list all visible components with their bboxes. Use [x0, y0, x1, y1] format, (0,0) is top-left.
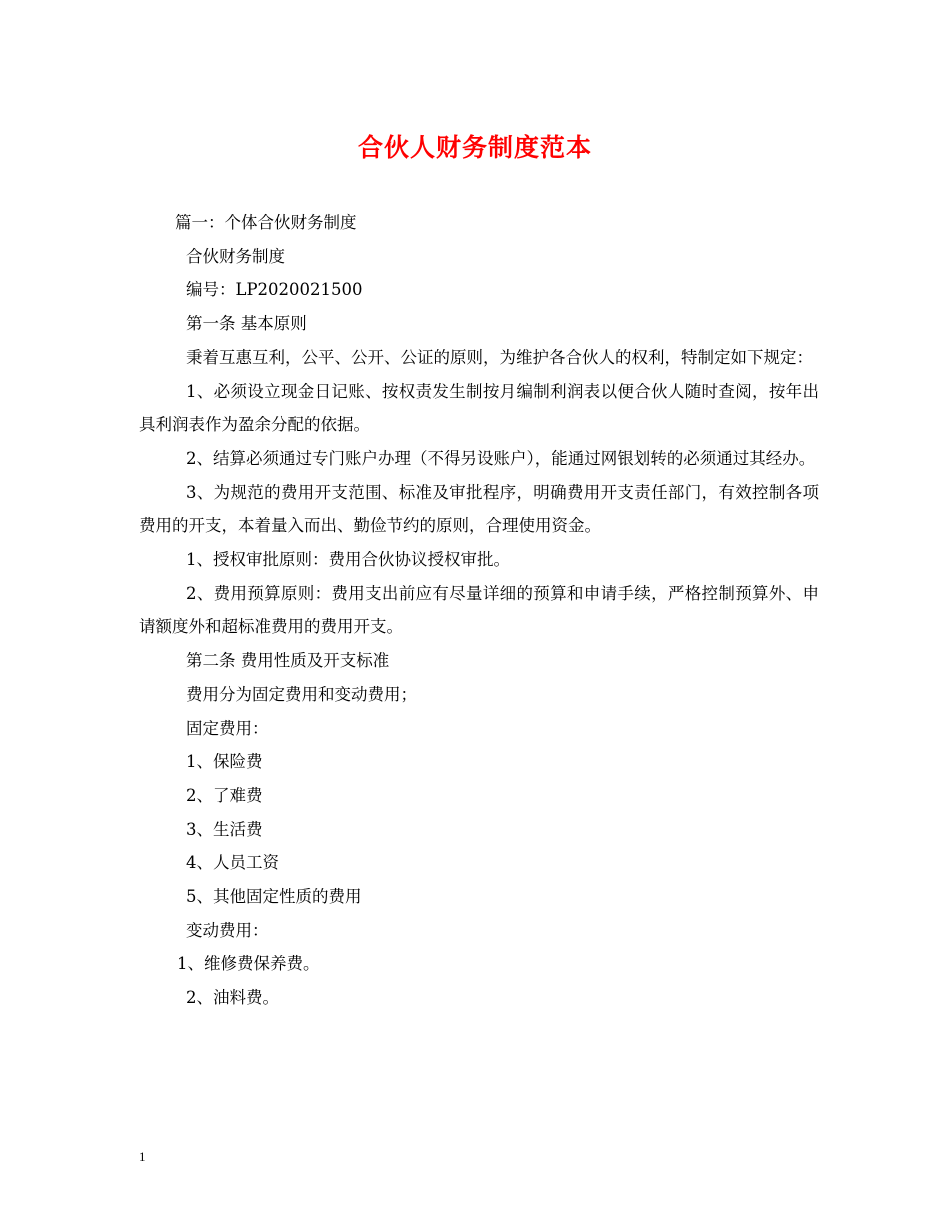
list-item: 2、油料费。: [186, 988, 279, 1008]
section-heading: 篇一：个体合伙财务制度: [175, 213, 357, 232]
article-heading: 第一条 基本原则: [186, 314, 307, 334]
list-item: 3、生活费: [186, 819, 263, 839]
document-title: 合伙人财务制度范本: [357, 133, 592, 162]
page-number: 1: [139, 1149, 146, 1164]
paragraph: 费用分为固定费用和变动费用；: [186, 684, 417, 704]
paragraph: 1、授权审批原则：费用合伙协议授权审批。: [186, 550, 510, 570]
list-item: 1、维修费保养费。: [177, 954, 320, 974]
paragraph: 2、费用预算原则：费用支出前应有尽量详细的预算和申请手续，严格控制预算外、申请额度外和超标准费用的费用开支。: [139, 583, 819, 637]
paragraph: 固定费用：: [186, 718, 269, 738]
list-item: 5、其他固定性质的费用: [186, 887, 362, 907]
list-item: 2、了难费: [186, 785, 263, 805]
paragraph: 变动费用：: [186, 920, 269, 940]
paragraph: 2、结算必须通过专门账户办理（不得另设账户），能通过网银划转的必须通过其经办。: [186, 448, 816, 468]
paragraph: 1、必须设立现金日记账、按权责发生制按月编制利润表以便合伙人随时查阅，按年出具利润表作为盈余分配的依据。: [139, 381, 819, 435]
paragraph: 3、为规范的费用开支范围、标准及审批程序，明确费用开支责任部门，有效控制各项费用的开支，本着量入而出、勤俭节约的原则，合理使用资金。: [139, 482, 819, 536]
list-item: 1、保险费: [186, 752, 263, 772]
paragraph: 编号：LP2020021500: [186, 280, 363, 300]
paragraph: 合伙财务制度: [186, 246, 285, 266]
document-body: [139, 206, 819, 1015]
list-item: 4、人员工资: [186, 853, 279, 873]
paragraph: 秉着互惠互利，公平、公开、公证的原则，为维护各合伙人的权利，特制定如下规定：: [186, 347, 813, 367]
article-heading: 第二条 费用性质及开支标准: [186, 651, 390, 671]
